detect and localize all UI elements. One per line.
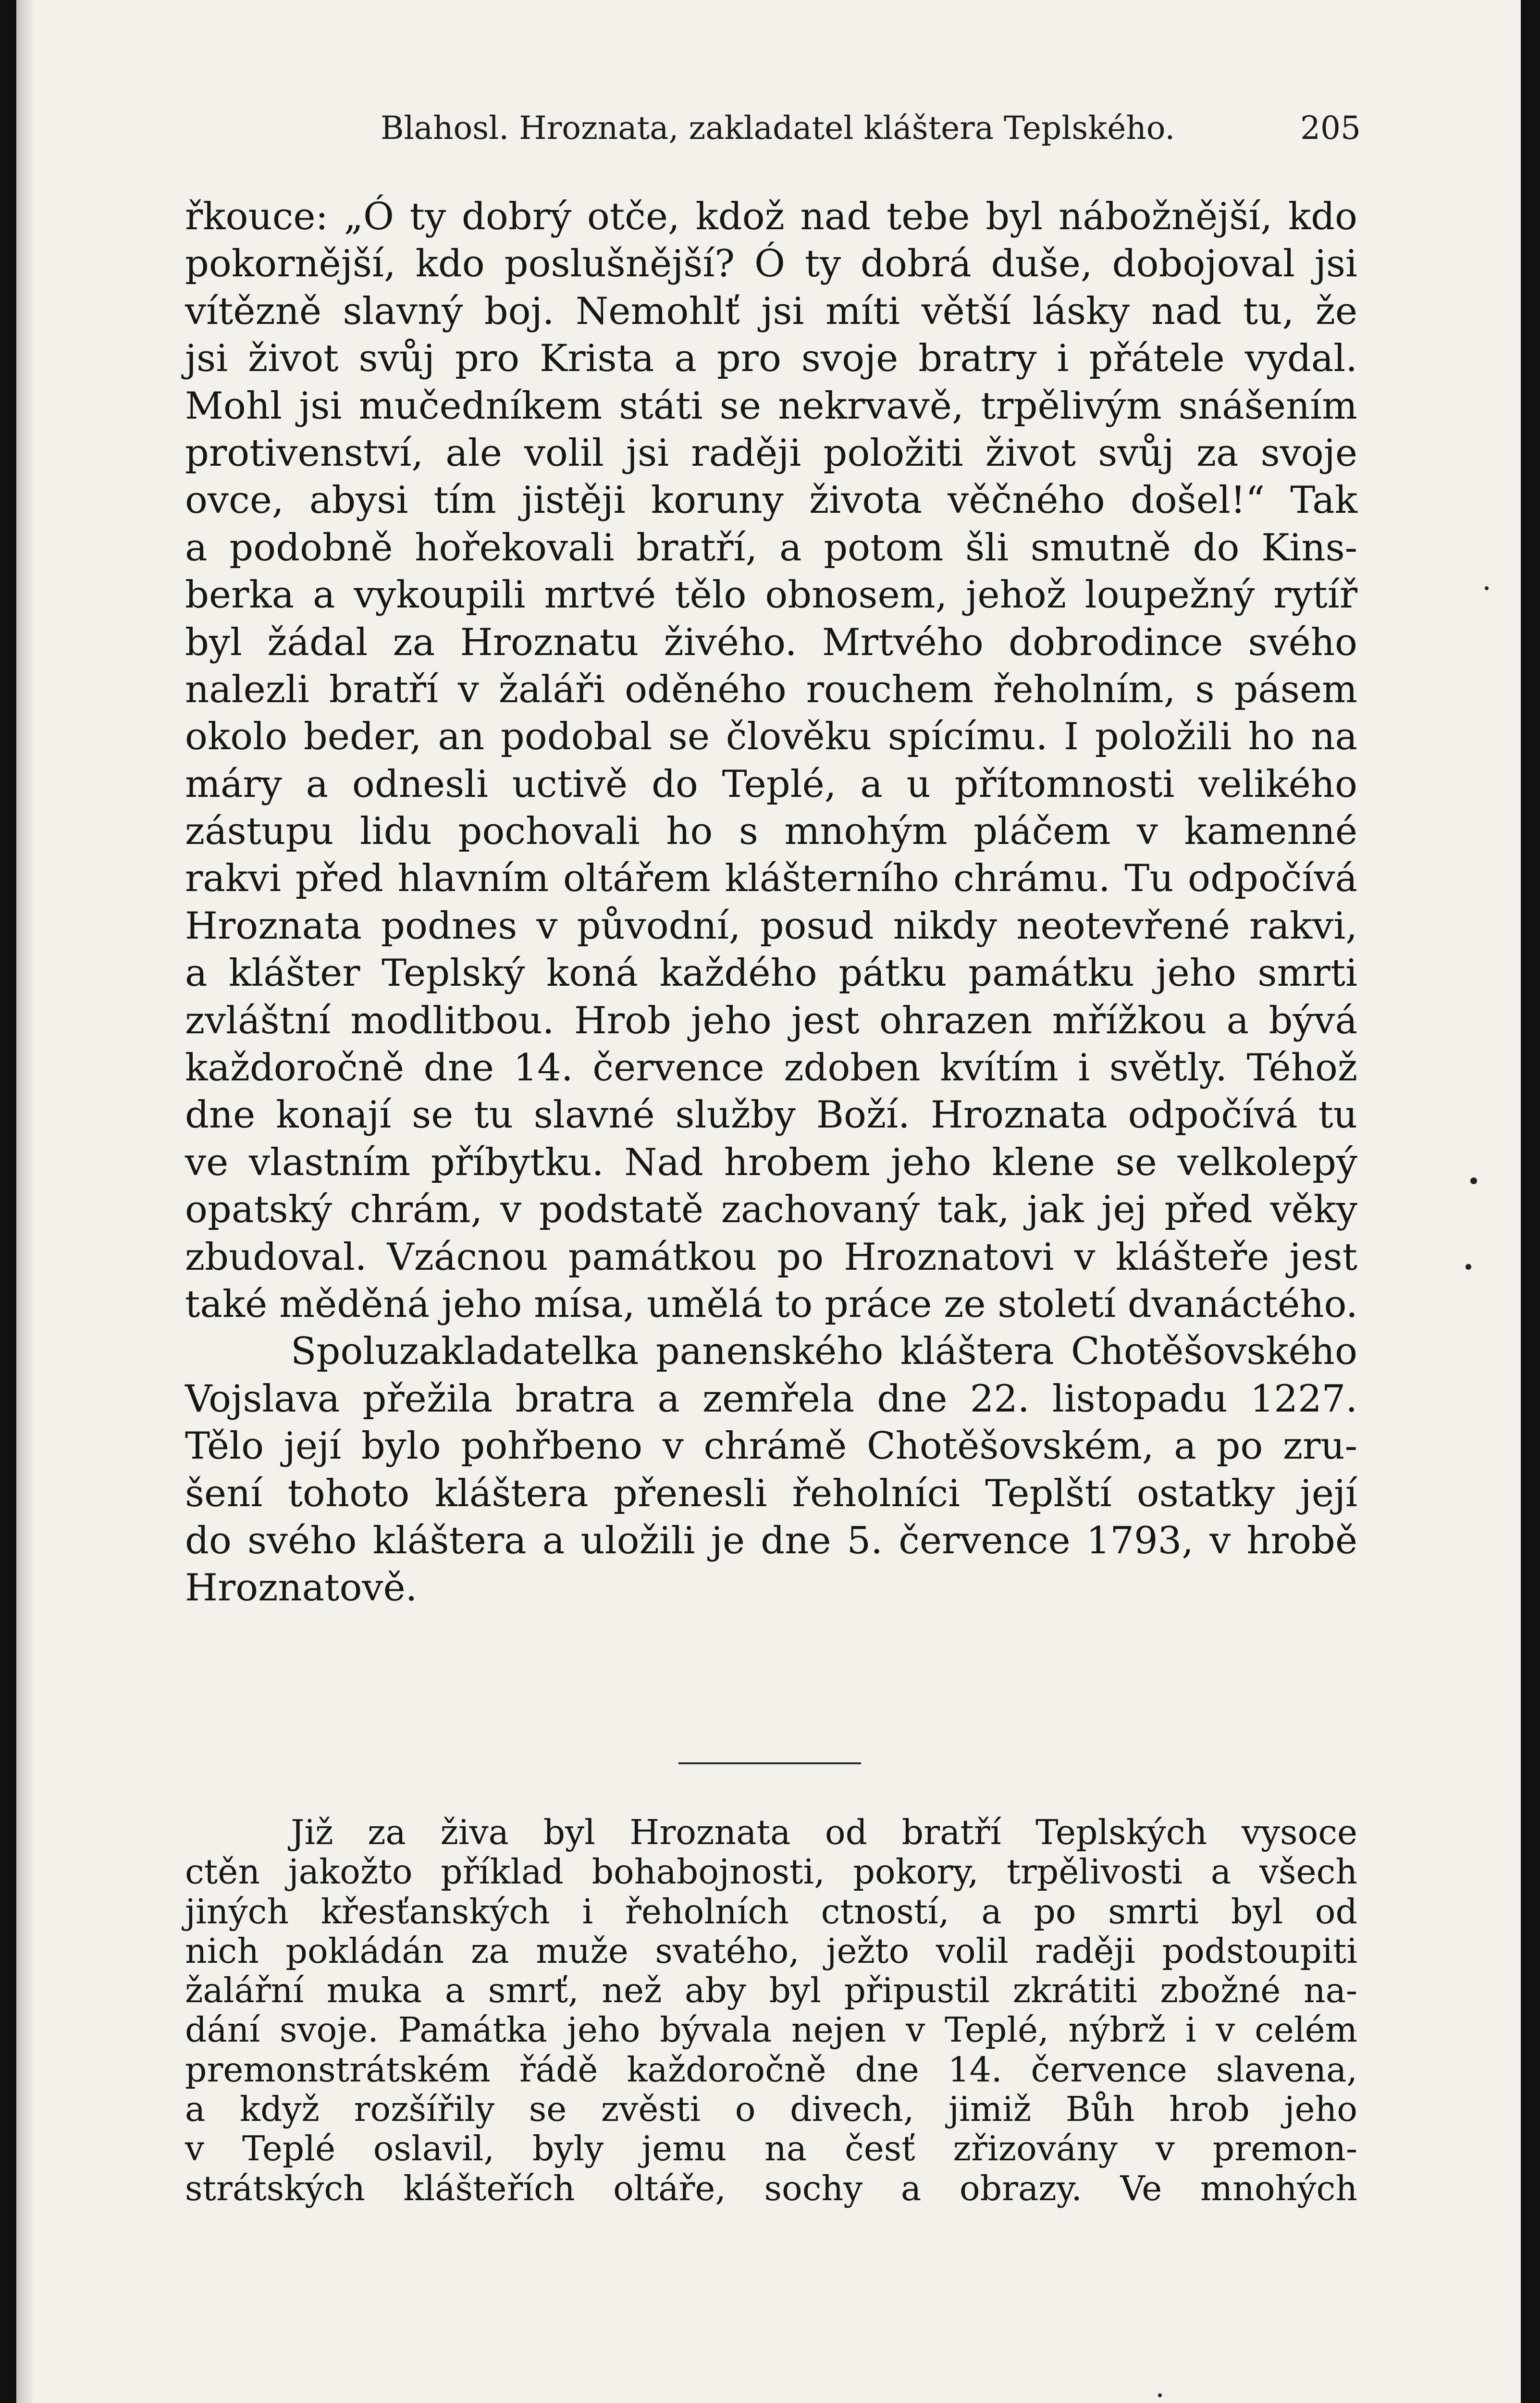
footnote-line: jiných křesťanských i řeholních ctností, a po smrti byl od (185, 1891, 1357, 1932)
text-line: do svého kláštera a uložili je dne 5. července 1793, v hrobě (185, 1519, 1357, 1562)
footnote-separator (678, 1762, 861, 1764)
text-line: ovce, abysi tím jistěji koruny života věčného došel!“ Tak (185, 479, 1357, 522)
text-line: dne konají se tu slavné služby Boží. Hroznata odpočívá tu (185, 1093, 1357, 1137)
running-title: Blahosl. Hroznata, zakladatel kláštera Teplského. (381, 110, 1175, 147)
text-line: a klášter Teplský koná každého pátku památku jeho smrti (185, 952, 1357, 995)
text-line: šení tohoto kláštera přenesli řeholníci Teplští ostatky její (185, 1472, 1357, 1515)
footnote-line: a když rozšířily se zvěsti o divech, jimiž Bůh hrob jeho (185, 2089, 1357, 2130)
text-line: opatský chrám, v podstatě zachovaný tak, jak jej před věky (185, 1188, 1357, 1232)
scan-speck (1466, 1264, 1471, 1270)
footnote-line: žalářní muka a smrť, než aby byl připustil zkrátiti zbožné na- (185, 1970, 1357, 2011)
footnote-line: Již za živa byl Hroznata od bratří Teplských vysoce (291, 1812, 1357, 1852)
footnote-line: nich pokládán za muže svatého, ježto volil raději podstoupiti (185, 1931, 1357, 1971)
footnote-line: ctěn jakožto příklad bohabojnosti, pokory, trpělivosti a všech (185, 1852, 1357, 1892)
scan-speck (1470, 1177, 1477, 1184)
text-line: protivenství, ale volil jsi raději položiti život svůj za svoje (185, 431, 1357, 475)
text-line: byl žádal za Hroznatu živého. Mrtvého dobrodince svého (185, 620, 1357, 664)
text-line: řkouce: „Ó ty dobrý otče, kdož nad tebe byl nábožnější, kdo (185, 195, 1357, 238)
gutter-shadow (16, 0, 36, 2403)
text-line: nalezli bratří v žaláři oděného rouchem řeholním, s pásem (185, 668, 1357, 711)
page-number: 205 (1300, 110, 1361, 147)
text-line: Hroznata podnes v původní, posud nikdy neotevřené rakvi, (185, 904, 1357, 948)
footnote-line: dání svoje. Památka jeho bývala nejen v Teplé, nýbrž i v celém (185, 2010, 1357, 2050)
text-line: máry a odnesli uctivě do Teplé, a u přítomnosti velikého (185, 762, 1357, 806)
scan-speck (1485, 586, 1489, 590)
text-line: okolo beder, an podobal se člověku spícímu. I položili ho na (185, 715, 1357, 759)
text-line: každoročně dne 14. července zdoben kvítím i světly. Téhož (185, 1046, 1357, 1090)
running-header (381, 110, 1361, 162)
text-line: Vojslava přežila bratra a zemřela dne 22. listopadu 1227. (185, 1377, 1357, 1421)
footnote-line: premonstrátském řádě každoročně dne 14. července slavena, (185, 2049, 1357, 2090)
footnote-text (185, 1813, 1357, 2208)
footnote-line: strátských klášteřích oltáře, sochy a obrazy. Ve mnohých (185, 2168, 1357, 2208)
text-line: rakvi před hlavním oltářem klášterního chrámu. Tu odpočívá (185, 857, 1357, 901)
text-line: Hroznatově. (185, 1566, 418, 1610)
text-line: také měděná jeho mísa, umělá to práce ze století dvanáctého. (185, 1282, 1358, 1326)
scan-speck (1158, 2393, 1162, 2397)
text-line: a podobně hořekovali bratří, a potom šli smutně do Kins- (185, 526, 1357, 570)
main-text (185, 193, 1357, 1612)
scan-right-edge (1521, 0, 1540, 2403)
paragraph-start-line: Spoluzakladatelka panenského kláštera Chotěšovského (291, 1330, 1357, 1374)
text-line: zbudoval. Vzácnou památkou po Hroznatovi v klášteře jest (185, 1235, 1357, 1279)
text-line: Mohl jsi mučedníkem státi se nekrvavě, trpělivým snášením (185, 384, 1357, 428)
text-line: Tělo její bylo pohřbeno v chrámě Chotěšovském, a po zru- (185, 1424, 1357, 1468)
text-line: pokornější, kdo poslušnější? Ó ty dobrá duše, dobojoval jsi (185, 242, 1357, 286)
text-line: berka a vykoupili mrtvé tělo obnosem, jehož loupežný rytíř (185, 573, 1357, 617)
footnote-line: v Teplé oslavil, byly jemu na česť zřizovány v premon- (185, 2129, 1357, 2169)
text-line: zástupu lidu pochovali ho s mnohým pláčem v kamenné (185, 810, 1357, 854)
scan-left-edge (0, 0, 16, 2403)
text-line: zvláštní modlitbou. Hrob jeho jest ohrazen mřížkou a bývá (185, 999, 1357, 1042)
text-line: ve vlastním příbytku. Nad hrobem jeho klene se velkolepý (185, 1140, 1357, 1184)
text-line: vítězně slavný boj. Nemohlť jsi míti větší lásky nad tu, že (185, 289, 1357, 333)
text-line: jsi život svůj pro Krista a pro svoje bratry i přátele vydal. (185, 337, 1357, 381)
